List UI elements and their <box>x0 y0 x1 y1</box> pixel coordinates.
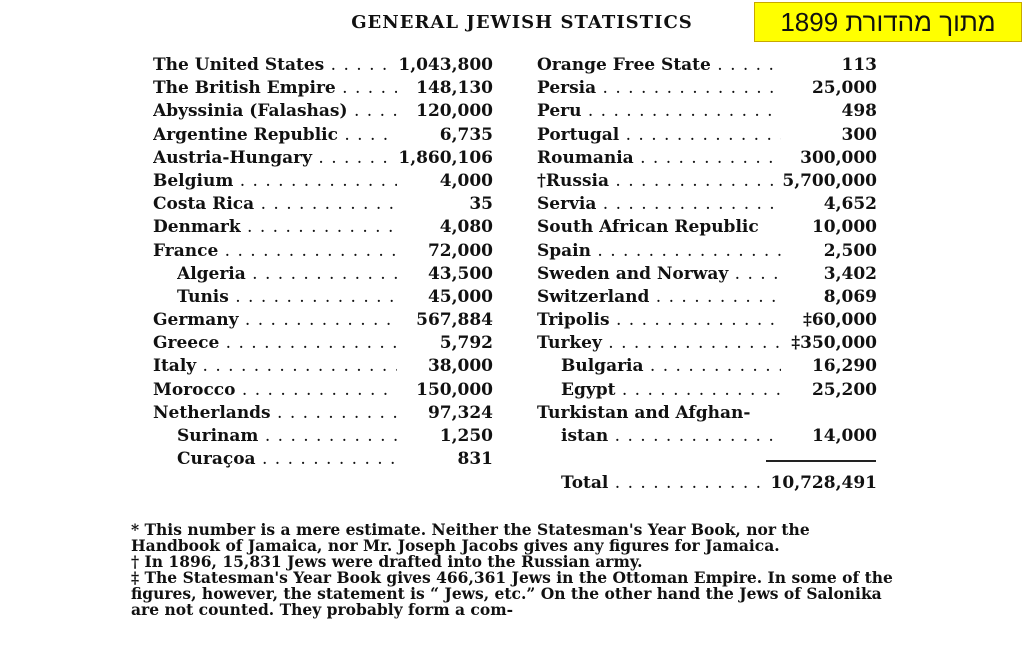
population-value: 148,130 <box>412 77 493 100</box>
table-row <box>153 355 493 378</box>
population-value: 300 <box>838 124 878 147</box>
table-row <box>537 124 877 147</box>
table-row <box>537 332 877 355</box>
population-value: 1,250 <box>436 425 493 448</box>
population-value: 25,200 <box>808 379 877 402</box>
country-name: France . . . <box>153 240 397 263</box>
table-row <box>153 263 493 286</box>
country-name: Argentine Republic . . . <box>153 124 397 147</box>
country-name: Sweden and Norway . . . <box>537 263 781 286</box>
table-row <box>537 355 877 378</box>
table-row <box>153 448 493 471</box>
population-value: 567,884 <box>412 309 493 332</box>
population-value: 3,402 <box>820 263 877 286</box>
table-row <box>153 100 493 123</box>
country-name: Turkistan and Afghan- <box>537 402 751 423</box>
country-name: Austria-Hungary . . . <box>153 147 397 170</box>
population-value: 1,043,800 <box>394 54 493 77</box>
country-name: The United States . . . <box>153 54 397 77</box>
table-row <box>537 100 877 123</box>
table-row <box>537 263 877 286</box>
population-value: 5,792 <box>436 332 493 355</box>
country-name: Spain . . . <box>537 240 781 263</box>
population-value: 150,000 <box>412 379 493 402</box>
country-name: Curaçoa . . . <box>177 448 397 471</box>
country-name: South African Republic <box>537 217 759 238</box>
table-row <box>153 425 493 448</box>
country-name: Algeria . . . <box>177 263 397 286</box>
table-row <box>537 193 877 216</box>
population-value: 4,652 <box>820 193 877 216</box>
table-row <box>537 402 877 425</box>
table-row <box>153 124 493 147</box>
country-name: istan . . . <box>561 425 781 448</box>
total-row <box>561 472 877 495</box>
table-row <box>537 240 877 263</box>
population-value: 5,700,000 <box>778 170 877 193</box>
population-value: ‡350,000 <box>787 332 877 355</box>
country-name: Egypt . . . <box>561 379 781 402</box>
table-row <box>537 170 877 193</box>
country-name: Belgium . . . <box>153 170 397 193</box>
population-value: 43,500 <box>424 263 493 286</box>
population-value: 25,000 <box>808 77 877 100</box>
country-name: Switzerland . . . <box>537 286 781 309</box>
footnotes <box>131 522 901 618</box>
country-name: Italy . . . <box>153 355 397 378</box>
right-statistics-column <box>537 54 877 448</box>
country-name: Surinam . . . <box>177 425 397 448</box>
table-row <box>537 147 877 170</box>
population-value: 14,000 <box>808 425 877 448</box>
table-row <box>537 286 877 309</box>
population-value: 498 <box>838 100 878 123</box>
country-name: Tunis . . . <box>177 286 397 309</box>
population-value: 10,000 <box>808 216 877 239</box>
country-name: Greece . . . <box>153 332 397 355</box>
table-row <box>153 216 493 239</box>
table-row <box>153 379 493 402</box>
country-name: Costa Rica . . . <box>153 193 397 216</box>
population-value: 35 <box>465 193 493 216</box>
country-name: Servia . . . <box>537 193 781 216</box>
population-value: 16,290 <box>808 355 877 378</box>
table-row <box>153 147 493 170</box>
population-value: 6,735 <box>436 124 493 147</box>
country-name: Bulgaria . . . <box>561 355 781 378</box>
population-value: 72,000 <box>424 240 493 263</box>
country-name: Turkey . . . <box>537 332 781 355</box>
population-value: 120,000 <box>412 100 493 123</box>
country-name: Portugal . . . <box>537 124 781 147</box>
table-row <box>153 332 493 355</box>
table-row <box>537 216 877 239</box>
left-statistics-column <box>153 54 493 471</box>
edition-badge: מתוך מהדורת 1899 <box>754 2 1022 42</box>
country-name: Peru . . . <box>537 100 781 123</box>
population-value: 2,500 <box>820 240 877 263</box>
population-value: 300,000 <box>796 147 877 170</box>
country-name: Netherlands . . . <box>153 402 397 425</box>
country-name: Roumania . . . <box>537 147 781 170</box>
table-row <box>153 170 493 193</box>
table-row <box>537 379 877 402</box>
footnote-estimate: * This number is a mere estimate. Neither the Statesman's Year Book, nor the Handbook of Jamaica, nor Mr. Joseph Jacobs gives any figures for Jamaica. <box>131 520 810 555</box>
table-row <box>153 54 493 77</box>
population-value: 4,080 <box>436 216 493 239</box>
country-name: The British Empire . . . <box>153 77 397 100</box>
total-value: 10,728,491 <box>767 472 877 495</box>
footnote-ottoman: ‡ The Statesman's Year Book gives 466,361 Jews in the Ottoman Empire. In some of the figures, however, the statement is “ Jews, etc.” On the other hand the Jews of Salonika are not counted. They probably form a com- <box>131 568 893 619</box>
country-name: Denmark . . . <box>153 216 397 239</box>
table-row <box>153 77 493 100</box>
total-label: Total . . . <box>561 472 781 495</box>
population-value: 45,000 <box>424 286 493 309</box>
table-row <box>153 309 493 332</box>
population-value: 113 <box>838 54 878 77</box>
table-row <box>537 77 877 100</box>
country-name: Persia . . . <box>537 77 781 100</box>
population-value: 97,324 <box>424 402 493 425</box>
table-row <box>537 309 877 332</box>
table-row <box>537 54 877 77</box>
table-row <box>153 402 493 425</box>
table-row <box>537 425 877 448</box>
table-row <box>153 286 493 309</box>
population-value: 8,069 <box>820 286 877 309</box>
population-value: 38,000 <box>424 355 493 378</box>
table-row <box>153 240 493 263</box>
total-divider <box>766 460 876 462</box>
population-value: 1,860,106 <box>394 147 493 170</box>
country-name: Germany . . . <box>153 309 397 332</box>
population-value: 831 <box>454 448 494 471</box>
country-name: †Russia . . . <box>537 170 781 193</box>
footnote-russia: † In 1896, 15,831 Jews were drafted into the Russian army. <box>131 552 643 571</box>
country-name: Morocco . . . <box>153 379 397 402</box>
country-name: Abyssinia (Falashas) . . . <box>153 100 397 123</box>
table-row <box>153 193 493 216</box>
country-name: Orange Free State . . . <box>537 54 781 77</box>
population-value: ‡60,000 <box>799 309 877 332</box>
page-title: GENERAL JEWISH STATISTICS <box>351 12 693 33</box>
population-value: 4,000 <box>436 170 493 193</box>
country-name: Tripolis . . . <box>537 309 781 332</box>
